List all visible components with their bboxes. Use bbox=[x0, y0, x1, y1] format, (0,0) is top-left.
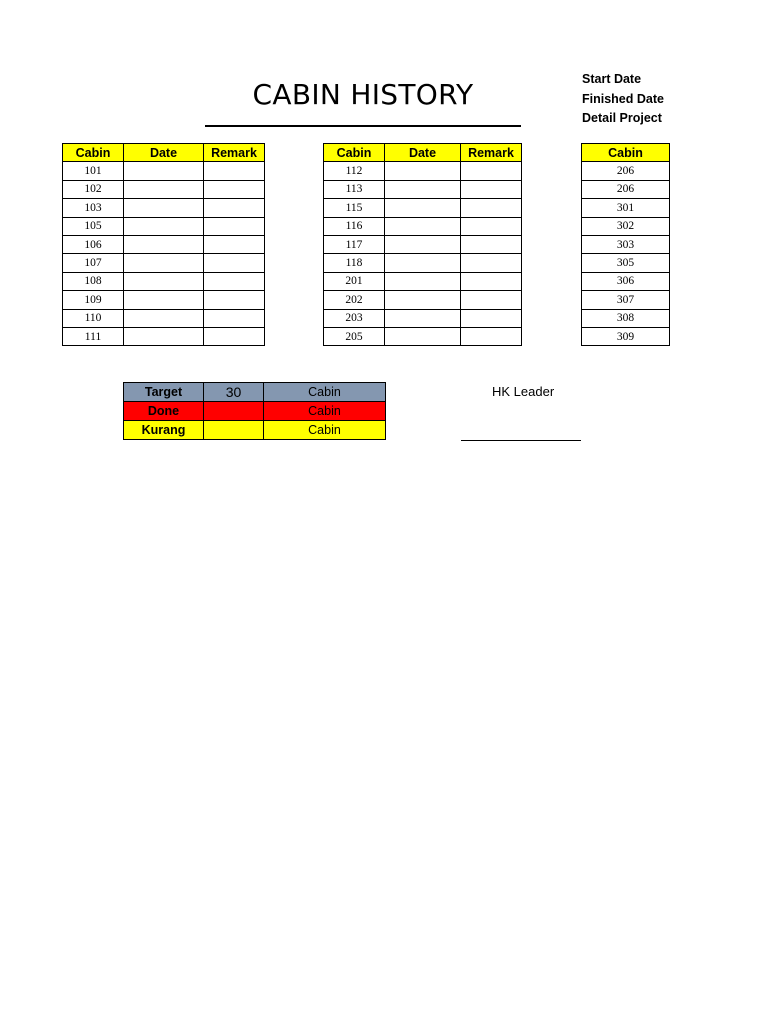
remark-cell[interactable] bbox=[204, 199, 265, 217]
table-row bbox=[582, 327, 670, 345]
cabin-cell: 203 bbox=[324, 309, 385, 327]
cabin-cell: 101 bbox=[63, 162, 124, 180]
cabin-cell: 115 bbox=[324, 199, 385, 217]
meta-finished-date: Finished Date bbox=[582, 91, 664, 106]
table-row bbox=[324, 309, 522, 327]
cabin-cell: 206 bbox=[582, 180, 670, 198]
table-row bbox=[582, 309, 670, 327]
date-cell[interactable] bbox=[124, 162, 204, 180]
table-row bbox=[582, 254, 670, 272]
column-header-remark: Remark bbox=[204, 144, 265, 162]
table-row bbox=[63, 254, 265, 272]
summary-row-kurang bbox=[124, 421, 386, 440]
summary-unit-target: Cabin bbox=[264, 383, 386, 402]
project-meta bbox=[582, 70, 664, 129]
signature-label: HK Leader bbox=[492, 384, 555, 399]
table-row bbox=[582, 272, 670, 290]
date-cell[interactable] bbox=[124, 272, 204, 290]
remark-cell[interactable] bbox=[461, 272, 522, 290]
summary-label-target: Target bbox=[124, 383, 204, 402]
title-underline bbox=[205, 125, 521, 127]
page-title: CABIN HISTORY bbox=[252, 78, 474, 111]
cabin-cell: 112 bbox=[324, 162, 385, 180]
cabin-cell: 206 bbox=[582, 162, 670, 180]
table-row bbox=[324, 235, 522, 253]
cabin-cell: 303 bbox=[582, 235, 670, 253]
table-row bbox=[324, 291, 522, 309]
summary-table bbox=[123, 382, 386, 440]
date-cell[interactable] bbox=[124, 199, 204, 217]
date-cell[interactable] bbox=[124, 327, 204, 345]
column-header-cabin: Cabin bbox=[63, 144, 124, 162]
summary-label-kurang: Kurang bbox=[124, 421, 204, 440]
remark-cell[interactable] bbox=[204, 217, 265, 235]
cabin-cell: 307 bbox=[582, 291, 670, 309]
summary-row-target bbox=[124, 383, 386, 402]
cabin-cell: 103 bbox=[63, 199, 124, 217]
date-cell[interactable] bbox=[385, 291, 461, 309]
cabin-cell: 108 bbox=[63, 272, 124, 290]
remark-cell[interactable] bbox=[204, 272, 265, 290]
cabin-cell: 309 bbox=[582, 327, 670, 345]
cabin-cell: 302 bbox=[582, 217, 670, 235]
cabin-cell: 202 bbox=[324, 291, 385, 309]
date-cell[interactable] bbox=[124, 217, 204, 235]
remark-cell[interactable] bbox=[204, 291, 265, 309]
remark-cell[interactable] bbox=[204, 327, 265, 345]
cabin-table-3 bbox=[581, 143, 670, 346]
summary-unit-kurang: Cabin bbox=[264, 421, 386, 440]
date-cell[interactable] bbox=[124, 180, 204, 198]
date-cell[interactable] bbox=[124, 254, 204, 272]
cabin-cell: 111 bbox=[63, 327, 124, 345]
summary-unit-done: Cabin bbox=[264, 402, 386, 421]
date-cell[interactable] bbox=[385, 235, 461, 253]
remark-cell[interactable] bbox=[461, 199, 522, 217]
date-cell[interactable] bbox=[385, 272, 461, 290]
cabin-cell: 102 bbox=[63, 180, 124, 198]
date-cell[interactable] bbox=[124, 309, 204, 327]
column-header-cabin: Cabin bbox=[324, 144, 385, 162]
cabin-cell: 201 bbox=[324, 272, 385, 290]
cabin-cell: 116 bbox=[324, 217, 385, 235]
table-row bbox=[324, 162, 522, 180]
table-row bbox=[63, 180, 265, 198]
date-cell[interactable] bbox=[385, 180, 461, 198]
table-row bbox=[582, 217, 670, 235]
summary-row-done bbox=[124, 402, 386, 421]
summary-value-target[interactable]: 30 bbox=[204, 383, 264, 402]
date-cell[interactable] bbox=[385, 309, 461, 327]
column-header-remark: Remark bbox=[461, 144, 522, 162]
date-cell[interactable] bbox=[385, 217, 461, 235]
remark-cell[interactable] bbox=[461, 254, 522, 272]
table-row bbox=[63, 235, 265, 253]
cabin-table-1 bbox=[62, 143, 265, 346]
table-row bbox=[324, 217, 522, 235]
cabin-cell: 118 bbox=[324, 254, 385, 272]
remark-cell[interactable] bbox=[204, 162, 265, 180]
table-row bbox=[324, 199, 522, 217]
table-row bbox=[324, 327, 522, 345]
signature-line[interactable] bbox=[461, 440, 581, 441]
summary-label-done: Done bbox=[124, 402, 204, 421]
cabin-cell: 205 bbox=[324, 327, 385, 345]
table-row bbox=[63, 162, 265, 180]
cabin-cell: 107 bbox=[63, 254, 124, 272]
table-row bbox=[63, 199, 265, 217]
remark-cell[interactable] bbox=[461, 217, 522, 235]
date-cell[interactable] bbox=[385, 199, 461, 217]
cabin-cell: 301 bbox=[582, 199, 670, 217]
table-row bbox=[582, 291, 670, 309]
table-row bbox=[324, 254, 522, 272]
remark-cell[interactable] bbox=[204, 309, 265, 327]
table-row bbox=[63, 272, 265, 290]
table-row bbox=[582, 180, 670, 198]
remark-cell[interactable] bbox=[204, 235, 265, 253]
column-header-date: Date bbox=[124, 144, 204, 162]
remark-cell[interactable] bbox=[461, 309, 522, 327]
table-row bbox=[63, 327, 265, 345]
column-header-date: Date bbox=[385, 144, 461, 162]
cabin-table-2 bbox=[323, 143, 522, 346]
remark-cell[interactable] bbox=[204, 254, 265, 272]
table-row bbox=[324, 272, 522, 290]
table-row bbox=[63, 309, 265, 327]
date-cell[interactable] bbox=[385, 254, 461, 272]
meta-start-date: Start Date bbox=[582, 72, 642, 86]
remark-cell[interactable] bbox=[461, 162, 522, 180]
remark-cell[interactable] bbox=[461, 180, 522, 198]
cabin-cell: 117 bbox=[324, 235, 385, 253]
table-row bbox=[63, 291, 265, 309]
date-cell[interactable] bbox=[124, 291, 204, 309]
cabin-cell: 305 bbox=[582, 254, 670, 272]
summary-value-done[interactable] bbox=[204, 402, 264, 421]
table-row bbox=[582, 162, 670, 180]
cabin-cell: 306 bbox=[582, 272, 670, 290]
date-cell[interactable] bbox=[385, 162, 461, 180]
remark-cell[interactable] bbox=[461, 327, 522, 345]
meta-detail-project: Detail Project bbox=[582, 111, 662, 125]
date-cell[interactable] bbox=[124, 235, 204, 253]
table-row bbox=[63, 217, 265, 235]
column-header-cabin: Cabin bbox=[582, 144, 670, 162]
table-row bbox=[582, 235, 670, 253]
table-row bbox=[324, 180, 522, 198]
date-cell[interactable] bbox=[385, 327, 461, 345]
remark-cell[interactable] bbox=[461, 291, 522, 309]
remark-cell[interactable] bbox=[461, 235, 522, 253]
cabin-cell: 106 bbox=[63, 235, 124, 253]
cabin-cell: 113 bbox=[324, 180, 385, 198]
remark-cell[interactable] bbox=[204, 180, 265, 198]
cabin-cell: 110 bbox=[63, 309, 124, 327]
table-row bbox=[582, 199, 670, 217]
cabin-cell: 109 bbox=[63, 291, 124, 309]
cabin-cell: 308 bbox=[582, 309, 670, 327]
cabin-cell: 105 bbox=[63, 217, 124, 235]
summary-value-kurang[interactable] bbox=[204, 421, 264, 440]
